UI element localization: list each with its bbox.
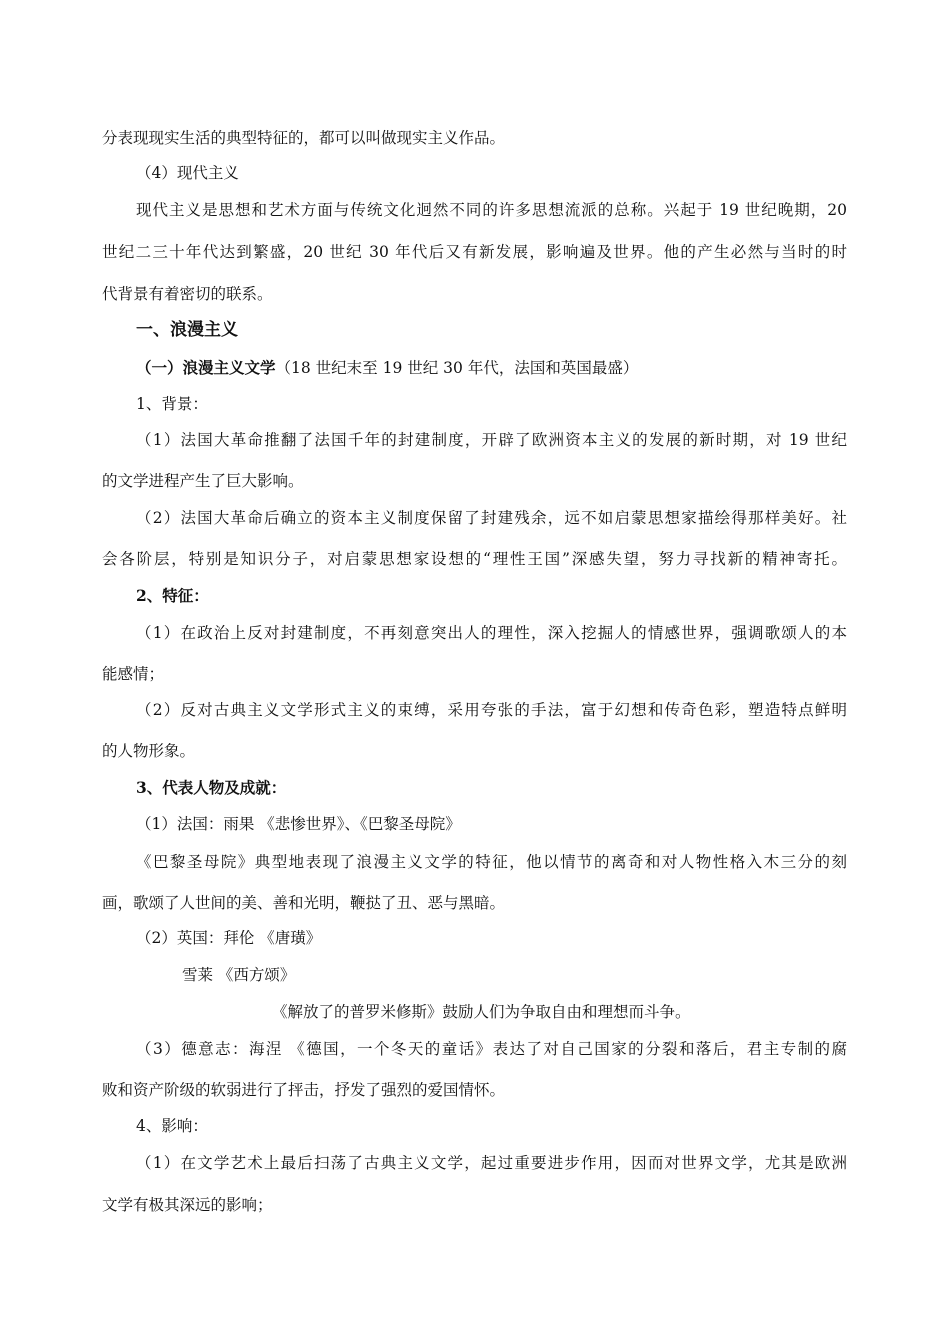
text-line: （1）在文学艺术上最后扫荡了古典主义文学，起过重要进步作用，因而对世界文学，尤其是欧洲 [136,1154,847,1172]
text-line: 现代主义是思想和艺术方面与传统文化迥然不同的许多思想流派的总称。兴起于 19 世纪晚期，20 [136,201,847,219]
text-line: 《解放了的普罗米修斯》鼓励人们为争取自由和理想而斗争。 [272,1003,691,1021]
text-line: 分表现现实生活的典型特征的，都可以叫做现实主义作品。 [102,129,506,147]
text-line: 画，歌颂了人世间的美、善和光明，鞭挞了丑、恶与黑暗。 [102,894,506,912]
text-line: （3）德意志：海涅 《德国，一个冬天的童话》表达了对自己国家的分裂和落后，君主专制的腐 [136,1040,847,1058]
text-line: 文学有极其深远的影响； [102,1196,273,1214]
text-line: （1）法国：雨果 《悲惨世界》、《巴黎圣母院》 [136,815,461,833]
text-line: 雪莱 《西方颂》 [182,966,296,984]
item-heading: 1、背景： [136,395,208,413]
text-line: （2）英国：拜伦 《唐璜》 [136,929,322,947]
subsection-heading: （4）现代主义 [136,164,239,182]
item-heading: 4、影响： [136,1117,208,1135]
section-heading: 一、浪漫主义 [136,320,238,340]
text-line: 代背景有着密切的联系。 [102,285,273,303]
text-line: 的人物形象。 [102,742,196,760]
text-line: 的文学进程产生了巨大影响。 [102,472,304,490]
subsection-heading [136,358,638,378]
text-line: 世纪二三十年代达到繁盛，20 世纪 30 年代后又有新发展，影响遍及世界。他的产生必然与当时的时 [102,243,847,261]
text-line: 能感情； [102,665,165,683]
subsection-title: （一）浪漫主义文学 [136,358,276,377]
text-line: （2）法国大革命后确立的资本主义制度保留了封建残余，远不如启蒙思想家描绘得那样美好。社 [136,509,847,527]
text-line: （1）在政治上反对封建制度，不再刻意突出人的理性，深入挖掘人的情感世界，强调歌颂人的本 [136,624,847,642]
text-line: 会各阶层，特别是知识分子，对启蒙思想家设想的“理性王国”深感失望，努力寻找新的精神寄托。 [102,550,847,568]
subsection-note: （18 世纪末至 19 世纪 30 年代，法国和英国最盛） [275,359,639,377]
item-heading: 3、代表人物及成就： [136,778,287,797]
text-line: （2）反对古典主义文学形式主义的束缚，采用夸张的手法，富于幻想和传奇色彩，塑造特点鲜明 [136,701,847,719]
item-heading: 2、特征： [136,586,209,605]
text-line: 《巴黎圣母院》典型地表现了浪漫主义文学的特征，他以情节的离奇和对人物性格入木三分的刻 [136,853,847,871]
text-line: 败和资产阶级的软弱进行了抨击，抒发了强烈的爱国情怀。 [102,1081,506,1099]
text-line: （1）法国大革命推翻了法国千年的封建制度，开辟了欧洲资本主义的发展的新时期，对 19 世纪 [136,431,847,449]
